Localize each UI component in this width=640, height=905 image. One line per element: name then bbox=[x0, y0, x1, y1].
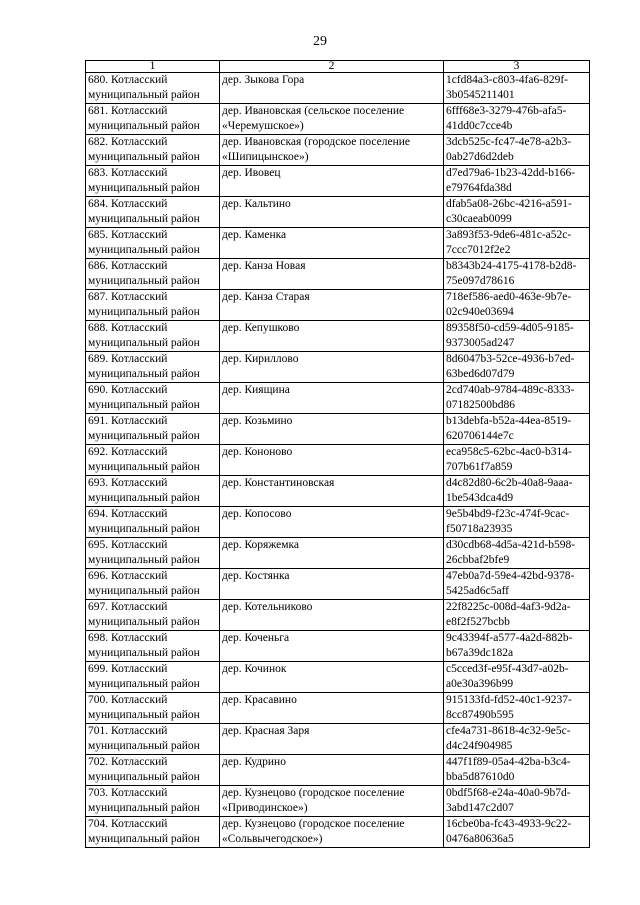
settlement-name-text: дер. Котельниково bbox=[222, 601, 313, 613]
table-row bbox=[86, 507, 590, 538]
table-row bbox=[86, 290, 590, 321]
table-row bbox=[86, 662, 590, 693]
row-number-label: 699. Котласский bbox=[88, 663, 168, 675]
fias-guid-text: 22f8225c-008d-4af3-9d2a- bbox=[446, 601, 571, 613]
row-number-label: 703. Котласский bbox=[88, 787, 168, 799]
settlement-name-cell bbox=[220, 259, 444, 290]
settlement-name-cell bbox=[220, 166, 444, 197]
table-row bbox=[86, 414, 590, 445]
settlement-name-text: дер. Козьмино bbox=[222, 415, 293, 427]
table-row bbox=[86, 569, 590, 600]
row-number-district-cell bbox=[86, 73, 220, 104]
district-label: муниципальный район bbox=[88, 430, 200, 442]
district-label: муниципальный район bbox=[88, 647, 200, 659]
column-number-header: 1 bbox=[86, 61, 220, 73]
district-label: муниципальный район bbox=[88, 554, 200, 566]
row-number-label: 693. Котласский bbox=[88, 477, 168, 489]
row-number-district-cell bbox=[86, 259, 220, 290]
table-row bbox=[86, 73, 590, 104]
row-number-label: 702. Котласский bbox=[88, 756, 168, 768]
row-number-label: 683. Котласский bbox=[88, 167, 168, 179]
settlement-name-cell bbox=[220, 414, 444, 445]
row-number-district-cell bbox=[86, 321, 220, 352]
table-row bbox=[86, 104, 590, 135]
settlement-name-text: дер. Ивановская (городское поселение bbox=[222, 136, 410, 148]
row-number-district-cell bbox=[86, 414, 220, 445]
fias-guid-text: 75e097d78616 bbox=[446, 275, 515, 287]
settlement-name-text: «Приводинское») bbox=[222, 802, 308, 814]
settlement-name-text: дер. Коченьга bbox=[222, 632, 290, 644]
column-number-header: 2 bbox=[220, 61, 444, 73]
table-row bbox=[86, 693, 590, 724]
fias-guid-text: 9373005ad247 bbox=[446, 337, 515, 349]
settlement-name-text: дер. Киящина bbox=[222, 384, 290, 396]
settlement-name-text: дер. Канза Старая bbox=[222, 291, 310, 303]
fias-guid-text: 0bdf5f68-e24a-40a0-9b7d- bbox=[446, 787, 571, 799]
fias-guid-text: bba5d87610d0 bbox=[446, 771, 515, 783]
fias-guid-text: 9e5b4bd9-f23c-474f-9cac- bbox=[446, 508, 570, 520]
fias-guid-cell bbox=[444, 166, 590, 197]
row-number-label: 691. Котласский bbox=[88, 415, 168, 427]
table-row bbox=[86, 352, 590, 383]
fias-guid-cell bbox=[444, 445, 590, 476]
table-row bbox=[86, 600, 590, 631]
settlement-name-cell bbox=[220, 600, 444, 631]
settlement-name-cell bbox=[220, 817, 444, 848]
column-number-header-row bbox=[86, 61, 590, 73]
district-label: муниципальный район bbox=[88, 151, 200, 163]
row-number-district-cell bbox=[86, 166, 220, 197]
district-label: муниципальный район bbox=[88, 337, 200, 349]
district-label: муниципальный район bbox=[88, 120, 200, 132]
fias-guid-cell bbox=[444, 693, 590, 724]
row-number-label: 697. Котласский bbox=[88, 601, 168, 613]
fias-guid-text: 41dd0c7cce4b bbox=[446, 120, 513, 132]
table-row bbox=[86, 445, 590, 476]
fias-guid-text: 16cbe0ba-fc43-4933-9c22- bbox=[446, 818, 572, 830]
row-number-district-cell bbox=[86, 755, 220, 786]
settlement-name-cell bbox=[220, 321, 444, 352]
table-row bbox=[86, 135, 590, 166]
district-label: муниципальный район bbox=[88, 275, 200, 287]
district-label: муниципальный район bbox=[88, 461, 200, 473]
district-label: муниципальный район bbox=[88, 213, 200, 225]
row-number-district-cell bbox=[86, 197, 220, 228]
row-number-district-cell bbox=[86, 476, 220, 507]
table-row bbox=[86, 817, 590, 848]
fias-guid-text: a0e30a396b99 bbox=[446, 678, 514, 690]
fias-guid-text: 707b61f7a859 bbox=[446, 461, 513, 473]
row-number-district-cell bbox=[86, 507, 220, 538]
fias-guid-text: 0476a80636a5 bbox=[446, 833, 514, 845]
fias-guid-text: b67a39dc182a bbox=[446, 647, 514, 659]
row-number-district-cell bbox=[86, 352, 220, 383]
settlement-name-cell bbox=[220, 662, 444, 693]
settlement-name-text: дер. Кудрино bbox=[222, 756, 286, 768]
fias-guid-cell bbox=[444, 414, 590, 445]
fias-guid-text: cfe4a731-8618-4c32-9e5c- bbox=[446, 725, 571, 737]
row-number-label: 696. Котласский bbox=[88, 570, 168, 582]
district-label: муниципальный район bbox=[88, 368, 200, 380]
row-number-label: 692. Котласский bbox=[88, 446, 168, 458]
fias-guid-cell bbox=[444, 600, 590, 631]
row-number-label: 698. Котласский bbox=[88, 632, 168, 644]
district-label: муниципальный район bbox=[88, 802, 200, 814]
table-row bbox=[86, 786, 590, 817]
fias-guid-text: 7ccc7012f2e2 bbox=[446, 244, 511, 256]
district-label: муниципальный район bbox=[88, 616, 200, 628]
settlement-name-cell bbox=[220, 755, 444, 786]
row-number-district-cell bbox=[86, 383, 220, 414]
fias-guid-cell bbox=[444, 507, 590, 538]
table-row bbox=[86, 755, 590, 786]
row-number-label: 680. Котласский bbox=[88, 74, 168, 86]
table-row bbox=[86, 631, 590, 662]
row-number-label: 684. Котласский bbox=[88, 198, 168, 210]
settlement-name-text: дер. Коряжемка bbox=[222, 539, 300, 551]
settlement-name-cell bbox=[220, 352, 444, 383]
fias-guid-text: e8f2f527bcbb bbox=[446, 616, 510, 628]
fias-guid-text: 620706144e7c bbox=[446, 430, 514, 442]
row-number-label: 685. Котласский bbox=[88, 229, 168, 241]
fias-guid-cell bbox=[444, 631, 590, 662]
settlement-name-cell bbox=[220, 73, 444, 104]
fias-guid-cell bbox=[444, 73, 590, 104]
district-label: муниципальный район bbox=[88, 585, 200, 597]
fias-guid-text: 0ab27d6d2deb bbox=[446, 151, 514, 163]
row-number-district-cell bbox=[86, 693, 220, 724]
settlement-name-text: «Сольвычегодское») bbox=[222, 833, 323, 845]
settlement-name-text: дер. Ивовец bbox=[222, 167, 281, 179]
row-number-district-cell bbox=[86, 104, 220, 135]
fias-guid-text: d30cdb68-4d5a-421d-b598- bbox=[446, 539, 576, 551]
settlement-name-text: дер. Константиновская bbox=[222, 477, 335, 489]
fias-guid-cell bbox=[444, 290, 590, 321]
fias-guid-text: eca958c5-62bc-4ac0-b314- bbox=[446, 446, 572, 458]
row-number-label: 688. Котласский bbox=[88, 322, 168, 334]
row-number-district-cell bbox=[86, 631, 220, 662]
row-number-label: 681. Котласский bbox=[88, 105, 168, 117]
settlement-name-cell bbox=[220, 135, 444, 166]
district-label: муниципальный район bbox=[88, 306, 200, 318]
settlement-name-cell bbox=[220, 724, 444, 755]
district-label: муниципальный район bbox=[88, 492, 200, 504]
fias-guid-cell bbox=[444, 538, 590, 569]
table-row bbox=[86, 166, 590, 197]
settlement-name-cell bbox=[220, 786, 444, 817]
table-row bbox=[86, 476, 590, 507]
settlement-name-text: дер. Кононово bbox=[222, 446, 293, 458]
fias-guid-cell bbox=[444, 724, 590, 755]
fias-guid-text: 5425ad6c5aff bbox=[446, 585, 510, 597]
table-row bbox=[86, 197, 590, 228]
settlement-name-cell bbox=[220, 631, 444, 662]
fias-guid-cell bbox=[444, 569, 590, 600]
settlement-name-text: дер. Кузнецово (городское поселение bbox=[222, 818, 405, 830]
fias-guid-cell bbox=[444, 197, 590, 228]
fias-guid-text: 47eb0a7d-59e4-42bd-9378- bbox=[446, 570, 575, 582]
settlement-name-text: «Шипицынское») bbox=[222, 151, 309, 163]
fias-guid-text: b8343b24-4175-4178-b2d8- bbox=[446, 260, 577, 272]
settlement-registry-table bbox=[85, 60, 590, 848]
settlement-name-text: дер. Кальтино bbox=[222, 198, 291, 210]
settlement-name-text: дер. Канза Новая bbox=[222, 260, 306, 272]
table-row bbox=[86, 259, 590, 290]
row-number-label: 704. Котласский bbox=[88, 818, 168, 830]
column-number-header: 3 bbox=[444, 61, 590, 73]
fias-guid-text: 89358f50-cd59-4d05-9185- bbox=[446, 322, 574, 334]
district-label: муниципальный район bbox=[88, 244, 200, 256]
fias-guid-cell bbox=[444, 228, 590, 259]
settlement-name-text: дер. Копосово bbox=[222, 508, 292, 520]
fias-guid-cell bbox=[444, 755, 590, 786]
row-number-label: 694. Котласский bbox=[88, 508, 168, 520]
fias-guid-text: 1be543dca4d9 bbox=[446, 492, 514, 504]
fias-guid-text: c30caeab0099 bbox=[446, 213, 512, 225]
row-number-label: 701. Котласский bbox=[88, 725, 168, 737]
district-label: муниципальный район bbox=[88, 771, 200, 783]
fias-guid-text: 8cc87490b595 bbox=[446, 709, 514, 721]
fias-guid-text: d4c82d80-6c2b-40a8-9aaa- bbox=[446, 477, 573, 489]
row-number-district-cell bbox=[86, 662, 220, 693]
row-number-district-cell bbox=[86, 724, 220, 755]
settlement-name-cell bbox=[220, 693, 444, 724]
fias-guid-text: 02c940e03694 bbox=[446, 306, 514, 318]
settlement-name-text: дер. Зыкова Гора bbox=[222, 74, 305, 86]
fias-guid-text: b13debfa-b52a-44ea-8519- bbox=[446, 415, 572, 427]
fias-guid-cell bbox=[444, 476, 590, 507]
fias-guid-text: 915133fd-fd52-40c1-9237- bbox=[446, 694, 572, 706]
row-number-label: 687. Котласский bbox=[88, 291, 168, 303]
fias-guid-text: 3abd147c2d07 bbox=[446, 802, 514, 814]
table-row bbox=[86, 228, 590, 259]
row-number-district-cell bbox=[86, 445, 220, 476]
row-number-district-cell bbox=[86, 569, 220, 600]
fias-guid-cell bbox=[444, 662, 590, 693]
fias-guid-text: 63bed6d07d79 bbox=[446, 368, 515, 380]
settlement-name-text: дер. Кепушково bbox=[222, 322, 300, 334]
settlement-name-text: дер. Кузнецово (городское поселение bbox=[222, 787, 405, 799]
district-label: муниципальный район bbox=[88, 709, 200, 721]
settlement-name-text: дер. Красная Заря bbox=[222, 725, 310, 737]
fias-guid-cell bbox=[444, 135, 590, 166]
settlement-name-text: дер. Кириллово bbox=[222, 353, 299, 365]
fias-guid-text: 9c43394f-a577-4a2d-882b- bbox=[446, 632, 573, 644]
fias-guid-text: d4c24f904985 bbox=[446, 740, 513, 752]
settlement-name-cell bbox=[220, 290, 444, 321]
fias-guid-text: 718ef586-aed0-463e-9b7e- bbox=[446, 291, 572, 303]
district-label: муниципальный район bbox=[88, 182, 200, 194]
table-row bbox=[86, 383, 590, 414]
fias-guid-text: 447f1f89-05a4-42ba-b3c4- bbox=[446, 756, 571, 768]
row-number-label: 686. Котласский bbox=[88, 260, 168, 272]
row-number-district-cell bbox=[86, 600, 220, 631]
fias-guid-cell bbox=[444, 104, 590, 135]
row-number-label: 690. Котласский bbox=[88, 384, 168, 396]
row-number-district-cell bbox=[86, 786, 220, 817]
fias-guid-text: d7ed79a6-1b23-42dd-b166- bbox=[446, 167, 576, 179]
district-label: муниципальный район bbox=[88, 399, 200, 411]
fias-guid-text: e79764fda38d bbox=[446, 182, 512, 194]
fias-guid-text: c5cced3f-e95f-43d7-a02b- bbox=[446, 663, 569, 675]
settlement-name-cell bbox=[220, 476, 444, 507]
row-number-label: 695. Котласский bbox=[88, 539, 168, 551]
fias-guid-text: dfab5a08-26bc-4216-a591- bbox=[446, 198, 572, 210]
row-number-label: 682. Котласский bbox=[88, 136, 168, 148]
table-row bbox=[86, 724, 590, 755]
settlement-name-text: дер. Кочинок bbox=[222, 663, 287, 675]
settlement-name-cell bbox=[220, 507, 444, 538]
row-number-label: 689. Котласский bbox=[88, 353, 168, 365]
settlement-name-cell bbox=[220, 197, 444, 228]
settlement-name-cell bbox=[220, 445, 444, 476]
table-row bbox=[86, 538, 590, 569]
settlement-name-cell bbox=[220, 104, 444, 135]
fias-guid-text: 07182500bd86 bbox=[446, 399, 515, 411]
settlement-name-text: дер. Костянка bbox=[222, 570, 290, 582]
fias-guid-text: 8d6047b3-52ce-4936-b7ed- bbox=[446, 353, 575, 365]
district-label: муниципальный район bbox=[88, 740, 200, 752]
fias-guid-text: 2cd740ab-9784-489c-8333- bbox=[446, 384, 575, 396]
fias-guid-cell bbox=[444, 786, 590, 817]
table-row bbox=[86, 321, 590, 352]
row-number-district-cell bbox=[86, 817, 220, 848]
fias-guid-text: 6fff68e3-3279-476b-afa5- bbox=[446, 105, 567, 117]
row-number-district-cell bbox=[86, 228, 220, 259]
settlement-name-text: дер. Каменка bbox=[222, 229, 287, 241]
settlement-name-cell bbox=[220, 538, 444, 569]
settlement-name-cell bbox=[220, 569, 444, 600]
fias-guid-text: 3a893f53-9de6-481c-a52c- bbox=[446, 229, 572, 241]
settlement-name-text: дер. Красавино bbox=[222, 694, 297, 706]
settlement-name-cell bbox=[220, 228, 444, 259]
fias-guid-text: 3b0545211401 bbox=[446, 89, 515, 101]
district-label: муниципальный район bbox=[88, 833, 200, 845]
settlement-name-text: дер. Ивановская (сельское поселение bbox=[222, 105, 405, 117]
page-number: 29 bbox=[313, 34, 327, 49]
fias-guid-text: 26cbbaf2bfe9 bbox=[446, 554, 510, 566]
fias-guid-cell bbox=[444, 321, 590, 352]
district-label: муниципальный район bbox=[88, 89, 200, 101]
row-number-label: 700. Котласский bbox=[88, 694, 168, 706]
row-number-district-cell bbox=[86, 135, 220, 166]
district-label: муниципальный район bbox=[88, 678, 200, 690]
district-label: муниципальный район bbox=[88, 523, 200, 535]
row-number-district-cell bbox=[86, 290, 220, 321]
row-number-district-cell bbox=[86, 538, 220, 569]
fias-guid-text: 1cfd84a3-c803-4fa6-829f- bbox=[446, 74, 568, 86]
settlement-name-cell bbox=[220, 383, 444, 414]
fias-guid-cell bbox=[444, 817, 590, 848]
fias-guid-cell bbox=[444, 352, 590, 383]
fias-guid-text: f50718a23935 bbox=[446, 523, 513, 535]
fias-guid-cell bbox=[444, 259, 590, 290]
fias-guid-cell bbox=[444, 383, 590, 414]
fias-guid-text: 3dcb525c-fc47-4e78-a2b3- bbox=[446, 136, 572, 148]
settlement-name-text: «Черемушское») bbox=[222, 120, 304, 132]
